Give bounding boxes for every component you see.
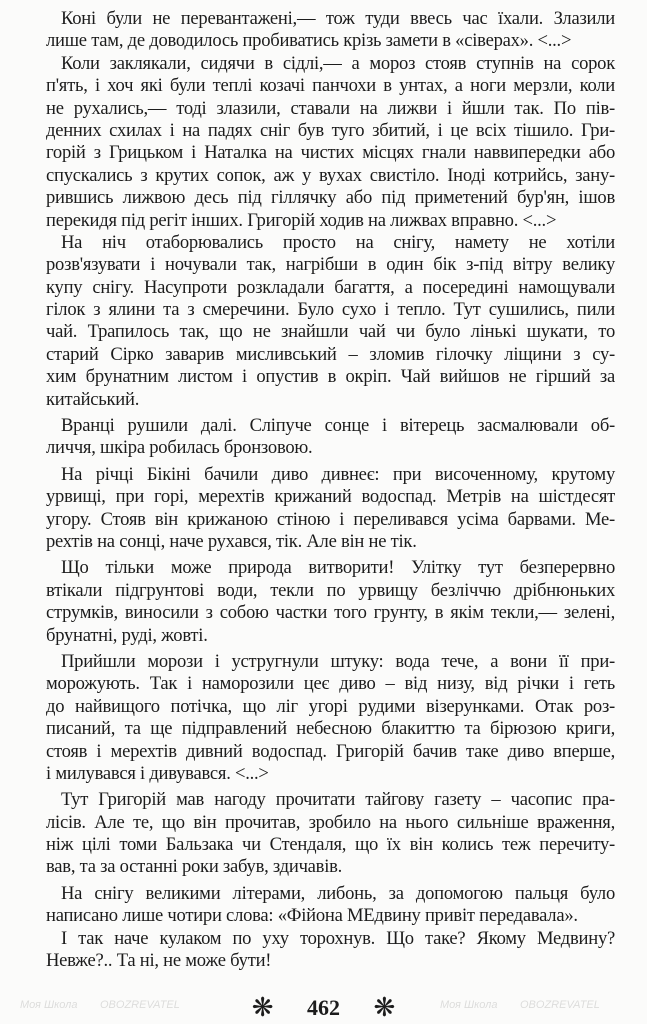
text-line: Коли заклякали, сидячи в сідлі,— а мороз стояв ступнів на сорок: [61, 52, 615, 74]
text-line: Що тільки може природа витворити! Улітку тут безперервно: [61, 557, 615, 579]
text-line: ніж цілі томи Бальзака чи Стендаля, що їх він колись теж перечиту-: [46, 834, 615, 856]
text-line: перекидя під регіт інших. Григорій ходив на лижвах вправно. <...>: [46, 209, 557, 231]
text-line: китайський.: [46, 388, 140, 410]
watermark-text: Моя Школа: [440, 999, 498, 1011]
watermark-text: OBOZREVATEL: [100, 999, 180, 1011]
page-number: 462: [307, 994, 340, 1020]
text-line: лісів. Але те, що він прочитав, зробило на нього сильніше враження,: [46, 811, 615, 833]
text-line: лише там, де доводилось пробиватись крізь замети в «сіверах». <...>: [46, 30, 572, 52]
text-line: Тут Григорій мав нагоду прочитати тайгову газету – часопис пра-: [61, 789, 615, 811]
paragraph: [46, 789, 615, 879]
text-line: розв'язувати і ночували так, нагрібши в один бік з-під вітру велику: [46, 254, 615, 276]
text-line: Вранці рушили далі. Сліпуче сонце і вітерець засмалювали об-: [61, 415, 615, 437]
text-line: На ніч отаборювались просто на снігу, намету не хотіли: [61, 231, 615, 253]
text-line: Невже?.. Та ні, не може бути!: [46, 950, 272, 972]
text-line: вав, та за останні роки забув, здичавів.: [46, 856, 343, 878]
text-line: личчя, шкіра робилась бронзовою.: [46, 437, 313, 459]
ornament-left-icon: ❋: [251, 992, 274, 1022]
text-line: втікали підгрунтові води, текли по урвищу безліччю дрібнюньких: [46, 579, 615, 601]
text-line: не рухались,— тоді злазили, ставали на лижви і йшли так. По пів-: [46, 97, 615, 119]
text-line: горій з Грицьком і Наталка на чистих місцях гнали наввипередки або: [46, 142, 615, 164]
text-line: старий Сірко заварив мисливський – зломив гілочку ліщини з су-: [46, 343, 615, 365]
text-line: На річці Бікіні бачили диво дивнеє: при височенному, крутому: [61, 463, 615, 485]
text-line: денних схилах і на падях сніг був туго збитий, і це всіх тішило. Гри-: [46, 119, 615, 141]
text-line: купу снігу. Насупроти розкладали багаття, а посередині намощували: [46, 276, 615, 298]
book-page-text: [46, 8, 615, 972]
text-line: написано лише чотири слова: «Фійона МЕдвину привіт передавала».: [46, 905, 578, 927]
paragraph: [46, 53, 615, 232]
text-line: морожують. Так і наморозили цеє диво – від низу, від річки і геть: [46, 673, 615, 695]
paragraph: [46, 557, 615, 647]
text-line: писаний, та ще підправлений небесною блакиттю та бірюзою криги,: [46, 718, 615, 740]
text-line: угору. Стояв він крижаною стіною і переливався усіма барвами. Ме-: [46, 508, 615, 530]
paragraph: [46, 464, 615, 554]
text-line: і милувався і дивувався. <...>: [46, 762, 269, 784]
paragraph: [46, 928, 615, 973]
text-line: до найвищого потічка, що ліг угорі рудими візерунками. Отак роз-: [46, 695, 615, 717]
paragraph: [46, 883, 615, 928]
text-line: рехтів на сонці, наче рухався, тік. Але він не тік.: [46, 530, 417, 552]
text-line: Коні були не перевантажені,— тож туди ввесь час їхали. Злазили: [61, 8, 615, 29]
paragraph: [46, 651, 615, 785]
text-line: брунатні, руді, жовті.: [46, 624, 208, 646]
text-line: І так наче кулаком по уху торохнув. Що таке? Якому Медвину?: [61, 927, 615, 949]
text-line: урвищі, при горі, мерехтів крижаний водоспад. Метрів на шістдесят: [46, 486, 615, 508]
paragraph: [46, 8, 615, 53]
text-line: чай. Трапилось так, що не знайшли чай чи було лінькі шукати, то: [46, 321, 615, 343]
paragraph: [46, 232, 615, 411]
watermark-text: OBOZREVATEL: [520, 999, 600, 1011]
text-line: спускались з крутих сопок, аж у вухах свистіло. Іноді котрийсь, зану-: [46, 164, 615, 186]
text-line: хим брунатним листом і опустив в окріп. Чай вийшов не гірший за: [46, 366, 615, 388]
text-line: струмків, виносили з собою частки того грунту, в якім текли,— зелені,: [46, 602, 615, 624]
text-line: На снігу великими літерами, либонь, за допомогою пальця було: [61, 882, 615, 904]
page-footer: [0, 992, 647, 1020]
text-line: п'ять, і хоч які були теплі козачі панчохи в унтах, а ноги мерзли, коли: [46, 75, 615, 97]
ornament-right-icon: ❋: [373, 992, 396, 1022]
text-line: Прийшли морози і устругнули штуку: вода тече, а вони її при-: [61, 650, 615, 672]
text-line: рившись лижвою десь під гіллячку або під приметений бур'ян, ішов: [46, 187, 615, 209]
text-line: стояв і мерехтів дивний водоспад. Григорій бачив таке диво вперше,: [46, 740, 615, 762]
watermark-text: Моя Школа: [20, 999, 78, 1011]
paragraph: [46, 415, 615, 460]
text-line: гілок з ялини та з смеречини. Було сухо і тепло. Тут сушились, пили: [46, 299, 615, 321]
